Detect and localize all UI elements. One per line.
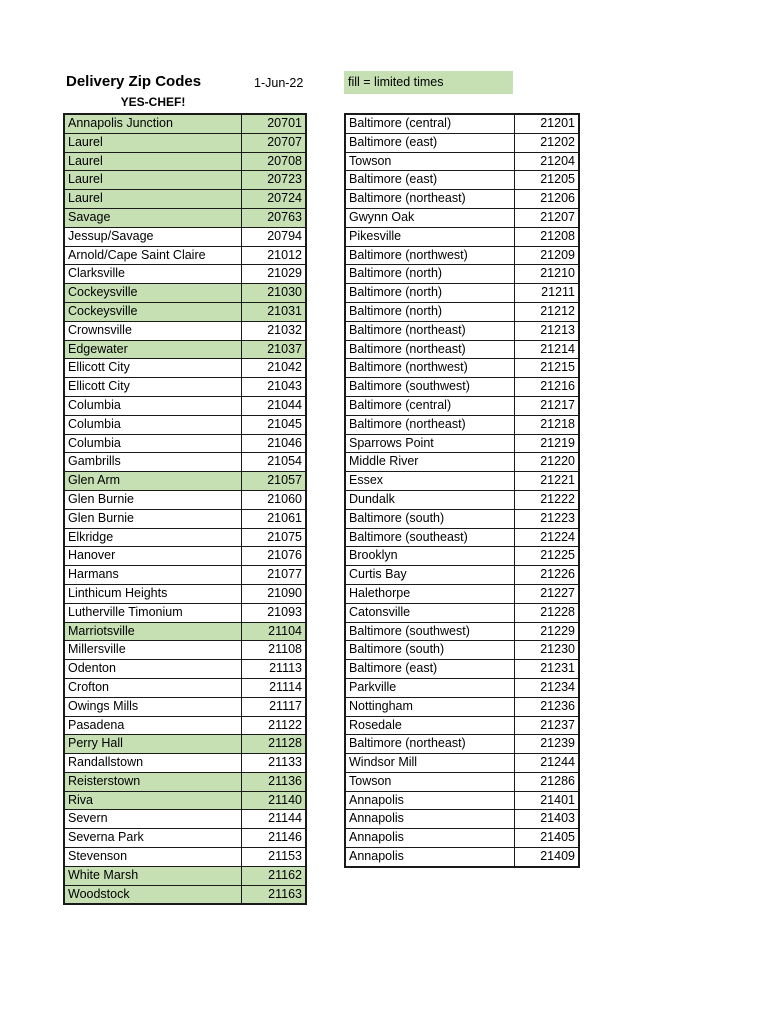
zip-cell: 21221 [515,472,580,491]
zip-cell: 21093 [242,603,307,622]
table-row [64,396,306,415]
city-cell: Jessup/Savage [64,227,242,246]
zip-cell: 21032 [242,321,307,340]
table-row [64,302,306,321]
city-cell: Baltimore (east) [345,660,515,679]
table-row [345,622,579,641]
city-cell: Baltimore (northwest) [345,359,515,378]
table-row [64,791,306,810]
table-row [345,566,579,585]
city-cell: Hanover [64,547,242,566]
table-row [64,660,306,679]
table-row [64,697,306,716]
city-cell: Baltimore (northwest) [345,246,515,265]
city-cell: Arnold/Cape Saint Claire [64,246,242,265]
table-row [345,284,579,303]
table-row [345,152,579,171]
zip-cell: 21060 [242,490,307,509]
city-cell: Severna Park [64,829,242,848]
zip-cell: 21224 [515,528,580,547]
zip-cell: 21057 [242,472,307,491]
zip-cell: 21216 [515,378,580,397]
table-row [345,453,579,472]
zip-cell: 21403 [515,810,580,829]
zip-cell: 21286 [515,772,580,791]
zip-cell: 21104 [242,622,307,641]
city-cell: Glen Burnie [64,490,242,509]
city-cell: Parkville [345,678,515,697]
city-cell: Stevenson [64,848,242,867]
city-cell: Odenton [64,660,242,679]
table-row [64,415,306,434]
table-row [345,754,579,773]
table-row [64,528,306,547]
table-row [64,378,306,397]
right-zip-table [344,113,580,868]
table-row [345,791,579,810]
table-row [64,453,306,472]
zip-cell: 21225 [515,547,580,566]
zip-cell: 21211 [515,284,580,303]
table-row [345,584,579,603]
city-cell: Columbia [64,396,242,415]
city-cell: Ellicott City [64,359,242,378]
table-row [345,509,579,528]
zip-cell: 21029 [242,265,307,284]
zip-cell: 21201 [515,114,580,133]
table-row [345,772,579,791]
zip-cell: 21236 [515,697,580,716]
city-cell: Baltimore (southwest) [345,378,515,397]
city-cell: Millersville [64,641,242,660]
zip-cell: 21046 [242,434,307,453]
table-row [345,547,579,566]
zip-cell: 21030 [242,284,307,303]
city-cell: Glen Arm [64,472,242,491]
zip-cell: 21205 [515,171,580,190]
zip-cell: 21230 [515,641,580,660]
table-row [64,754,306,773]
city-cell: Reisterstown [64,772,242,791]
table-row [64,829,306,848]
table-row [345,114,579,133]
table-row [64,190,306,209]
zip-cell: 21042 [242,359,307,378]
city-cell: Halethorpe [345,584,515,603]
zip-cell: 21061 [242,509,307,528]
zip-cell: 21202 [515,133,580,152]
table-row [345,641,579,660]
zip-cell: 20723 [242,171,307,190]
city-cell: Gwynn Oak [345,208,515,227]
zip-cell: 21226 [515,566,580,585]
table-row [64,472,306,491]
table-row [345,359,579,378]
zip-cell: 21054 [242,453,307,472]
city-cell: Crofton [64,678,242,697]
zip-cell: 21227 [515,584,580,603]
city-cell: Baltimore (north) [345,302,515,321]
city-cell: Rosedale [345,716,515,735]
table-row [64,227,306,246]
table-row [64,114,306,133]
table-row [64,547,306,566]
city-cell: Columbia [64,415,242,434]
zip-cell: 21208 [515,227,580,246]
city-cell: Annapolis [345,791,515,810]
zip-cell: 21077 [242,566,307,585]
zip-cell: 21214 [515,340,580,359]
city-cell: Windsor Mill [345,754,515,773]
zip-cell: 21146 [242,829,307,848]
page-title: Delivery Zip Codes [66,73,202,90]
zip-cell: 21212 [515,302,580,321]
city-cell: Marriotsville [64,622,242,641]
city-cell: Laurel [64,133,242,152]
table-row [64,208,306,227]
city-cell: Laurel [64,152,242,171]
city-cell: Severn [64,810,242,829]
city-cell: Baltimore (south) [345,641,515,660]
zip-cell: 21223 [515,509,580,528]
zip-cell: 21043 [242,378,307,397]
city-cell: Essex [345,472,515,491]
city-cell: Baltimore (south) [345,509,515,528]
table-row [345,321,579,340]
city-cell: Baltimore (north) [345,265,515,284]
zip-cell: 21012 [242,246,307,265]
city-cell: Elkridge [64,528,242,547]
subtitle: YES-CHEF! [120,95,186,109]
city-cell: Owings Mills [64,697,242,716]
city-cell: Randallstown [64,754,242,773]
city-cell: Baltimore (northeast) [345,321,515,340]
zip-cell: 21133 [242,754,307,773]
table-row [64,340,306,359]
zip-cell: 20707 [242,133,307,152]
city-cell: Baltimore (southeast) [345,528,515,547]
city-cell: Edgewater [64,340,242,359]
table-row [64,490,306,509]
city-cell: Laurel [64,190,242,209]
zip-cell: 21207 [515,208,580,227]
city-cell: Lutherville Timonium [64,603,242,622]
table-row [345,829,579,848]
city-cell: Crownsville [64,321,242,340]
city-cell: Baltimore (northeast) [345,415,515,434]
city-cell: Cockeysville [64,302,242,321]
zip-cell: 21405 [515,829,580,848]
city-cell: Baltimore (southwest) [345,622,515,641]
fill-legend: fill = limited times [344,71,513,94]
city-cell: Cockeysville [64,284,242,303]
table-row [64,716,306,735]
city-cell: Baltimore (central) [345,396,515,415]
city-cell: Baltimore (northeast) [345,190,515,209]
table-row [345,415,579,434]
zip-cell: 21128 [242,735,307,754]
zip-cell: 21218 [515,415,580,434]
city-cell: Annapolis Junction [64,114,242,133]
zip-cell: 21037 [242,340,307,359]
table-row [64,735,306,754]
date-label: 1-Jun-22 [254,76,304,90]
zip-cell: 21113 [242,660,307,679]
city-cell: Sparrows Point [345,434,515,453]
city-cell: Clarksville [64,265,242,284]
zip-cell: 21401 [515,791,580,810]
zip-cell: 21163 [242,885,307,904]
table-row [345,810,579,829]
table-row [64,641,306,660]
zip-cell: 21244 [515,754,580,773]
zip-cell: 21228 [515,603,580,622]
zip-cell: 21075 [242,528,307,547]
city-cell: Annapolis [345,848,515,867]
table-row [64,772,306,791]
city-cell: Catonsville [345,603,515,622]
zip-cell: 20708 [242,152,307,171]
city-cell: Brooklyn [345,547,515,566]
table-row [345,208,579,227]
zip-cell: 21220 [515,453,580,472]
city-cell: Nottingham [345,697,515,716]
table-row [64,152,306,171]
table-row [345,735,579,754]
city-cell: Baltimore (central) [345,114,515,133]
table-row [64,133,306,152]
zip-cell: 21117 [242,697,307,716]
table-row [345,697,579,716]
table-row [64,848,306,867]
table-row [345,340,579,359]
city-cell: Laurel [64,171,242,190]
zip-cell: 20794 [242,227,307,246]
city-cell: White Marsh [64,866,242,885]
table-row [345,678,579,697]
table-row [64,885,306,904]
city-cell: Perry Hall [64,735,242,754]
zip-cell: 21144 [242,810,307,829]
city-cell: Baltimore (northeast) [345,735,515,754]
zip-cell: 20763 [242,208,307,227]
table-row [64,359,306,378]
zip-cell: 21234 [515,678,580,697]
zip-cell: 21210 [515,265,580,284]
zip-cell: 21219 [515,434,580,453]
zip-cell: 21045 [242,415,307,434]
city-cell: Middle River [345,453,515,472]
zip-cell: 21031 [242,302,307,321]
zip-cell: 20724 [242,190,307,209]
city-cell: Glen Burnie [64,509,242,528]
zip-cell: 21222 [515,490,580,509]
table-row [345,490,579,509]
city-cell: Riva [64,791,242,810]
zip-cell: 21153 [242,848,307,867]
city-cell: Savage [64,208,242,227]
zip-cell: 21409 [515,848,580,867]
city-cell: Dundalk [345,490,515,509]
table-row [345,302,579,321]
table-row [345,171,579,190]
zip-cell: 21237 [515,716,580,735]
city-cell: Harmans [64,566,242,585]
table-row [345,265,579,284]
city-cell: Linthicum Heights [64,584,242,603]
left-zip-table [63,113,307,905]
table-row [345,190,579,209]
zip-cell: 21215 [515,359,580,378]
city-cell: Baltimore (north) [345,284,515,303]
zip-cell: 21206 [515,190,580,209]
city-cell: Woodstock [64,885,242,904]
table-row [345,378,579,397]
city-cell: Gambrills [64,453,242,472]
table-row [345,133,579,152]
city-cell: Annapolis [345,810,515,829]
zip-cell: 21229 [515,622,580,641]
table-row [64,603,306,622]
city-cell: Pikesville [345,227,515,246]
zip-cell: 21239 [515,735,580,754]
zip-cell: 21209 [515,246,580,265]
zip-cell: 21108 [242,641,307,660]
city-cell: Baltimore (east) [345,171,515,190]
zip-cell: 21204 [515,152,580,171]
zip-cell: 21122 [242,716,307,735]
table-row [64,246,306,265]
table-row [345,528,579,547]
table-row [345,716,579,735]
zip-cell: 21114 [242,678,307,697]
table-row [64,678,306,697]
city-cell: Towson [345,152,515,171]
table-row [64,810,306,829]
table-row [64,284,306,303]
table-row [345,396,579,415]
zip-cell: 21076 [242,547,307,566]
table-row [345,660,579,679]
city-cell: Curtis Bay [345,566,515,585]
table-row [345,227,579,246]
table-row [345,434,579,453]
city-cell: Towson [345,772,515,791]
table-row [64,321,306,340]
table-row [64,171,306,190]
zip-cell: 21213 [515,321,580,340]
city-cell: Baltimore (east) [345,133,515,152]
table-row [64,866,306,885]
table-row [64,622,306,641]
zip-cell: 20701 [242,114,307,133]
city-cell: Annapolis [345,829,515,848]
zip-cell: 21217 [515,396,580,415]
table-row [64,584,306,603]
table-row [64,509,306,528]
table-row [64,566,306,585]
table-row [345,246,579,265]
zip-cell: 21044 [242,396,307,415]
table-row [345,848,579,867]
table-row [345,472,579,491]
zip-cell: 21136 [242,772,307,791]
table-row [64,434,306,453]
table-row [64,265,306,284]
city-cell: Ellicott City [64,378,242,397]
city-cell: Columbia [64,434,242,453]
city-cell: Baltimore (northeast) [345,340,515,359]
zip-cell: 21140 [242,791,307,810]
table-row [345,603,579,622]
zip-cell: 21162 [242,866,307,885]
city-cell: Pasadena [64,716,242,735]
zip-cell: 21090 [242,584,307,603]
zip-cell: 21231 [515,660,580,679]
